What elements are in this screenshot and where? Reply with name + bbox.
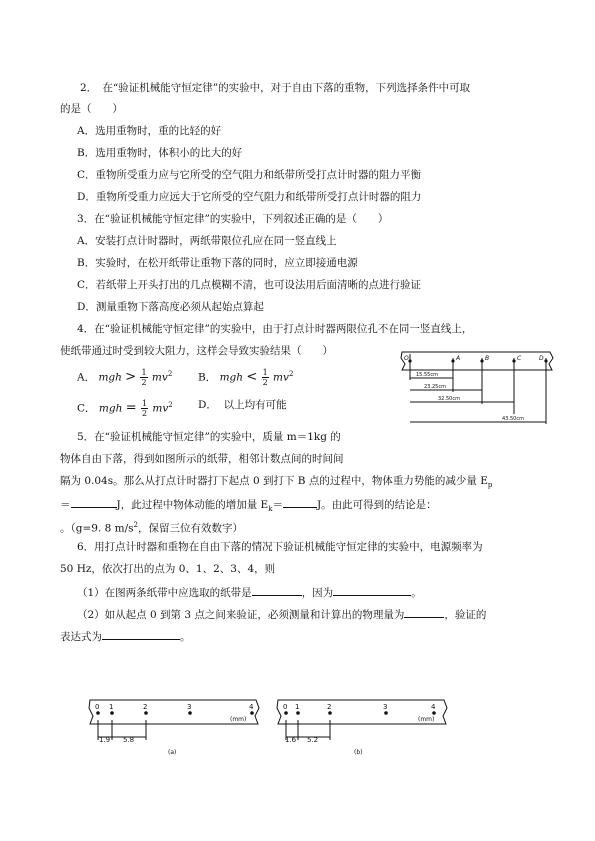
tape-dim-oa: 15.55cm (416, 372, 438, 378)
answer-blank-reason[interactable] (333, 584, 411, 596)
q2-option-a: A．选用重物时，重的比轻的好 (77, 125, 222, 137)
tape-dim-oc: 32.50cm (438, 396, 460, 402)
q3-option-d: D．测量重物下落高度必须从起始点算起 (77, 301, 264, 313)
q4-stem-line2: 使纸带通过时受到较大阻力，这样会导致实验结果（ ） (60, 345, 333, 357)
q6-line5: 表达式为 。 (60, 628, 191, 644)
fraction-half: $\frac{1}{2}$ (141, 368, 147, 387)
tape-b-label-3: 3 (383, 703, 388, 711)
tape-point-o (408, 359, 411, 362)
q3-option-a: A．安装打点计时器时，两纸带限位孔应在同一竖直线上 (77, 235, 337, 247)
tape-label-a: A (456, 355, 461, 362)
tape-point-b (480, 359, 483, 362)
q5-line1: 5．在“验证机械能守恒定律”的实验中，质量 m＝1kg 的 (77, 431, 341, 443)
tape-a-d2: 5.8 (123, 736, 135, 744)
q6-line2: 50 Hz，依次打出的点为 0、1、2、3、4，则 (60, 563, 276, 575)
fraction-half: $\frac{1}{2}$ (141, 399, 148, 418)
fraction-half: $\frac{1}{2}$ (262, 368, 268, 387)
q2-option-c: C．重物所受重力应与它所受的空气阻力和纸带所受打点计时器的阻力平衡 (77, 169, 422, 181)
q2-stem-line1: 2． 在“验证机械能守恒定律”的实验中，对于自由下落的重物，下列选择条件中可取 (80, 82, 471, 94)
tape-b-label-4: 4 (431, 703, 436, 711)
tape-label-c: C (517, 355, 522, 362)
tape-a-label-0: 0 (95, 703, 100, 711)
answer-blank-tape[interactable] (252, 584, 302, 596)
tape-point-d (544, 359, 547, 362)
tape-a-d1: 1.9 (99, 736, 111, 744)
q4-option-b: B． mgh < $\frac{1}{2}$ $mv^2$ (198, 368, 294, 387)
q5-line4: ＝ J，此过程中物体动能的增加量 $E_k= J$。由此可得到的结论是： (60, 496, 437, 516)
q4-option-d: D． 以上均有可能 (198, 399, 287, 411)
tape-label-b: B (485, 355, 490, 362)
q5-line3: 隔为 0.04s。那么从打点计时器打下起点 0 到打下 B 点的过程中，物体重力势能的减少量 $E_p$ (60, 475, 493, 490)
tape-dim-ob: 23.25cm (424, 384, 446, 390)
q3-option-c: C．若纸带上开头打出的几点模糊不清，也可设法用后面清晰的点进行验证 (77, 279, 422, 291)
q4-option-a: A． mgh > $\frac{1}{2}$ $mv^2$ (77, 368, 173, 387)
q3-stem: 3．在“验证机械能守恒定律”的实验中，下列叙述正确的是（ ） (77, 213, 389, 225)
tape-b-unit: (mm) (418, 716, 435, 723)
tape-a-caption: (a) (168, 749, 177, 756)
tape-label-d: D (539, 355, 544, 362)
tape-point-c (512, 359, 515, 362)
tape-b-label-2: 2 (327, 703, 332, 711)
q6-line3: （1）在图两条纸带中应选取的纸带是 ，因为 。 (77, 584, 422, 600)
tape-a-label-2: 2 (143, 703, 148, 711)
q4-option-c: C． mgh = $\frac{1}{2}$ $mv^2$ (77, 399, 173, 418)
answer-blank-ep[interactable] (71, 496, 117, 508)
q6-line4: （2）如从起点 0 到第 3 点之间来验证，必须测量和计算出的物理量为 ，验证的 (77, 606, 486, 622)
q5-line2: 物体自由下落，得到如图所示的纸带，相邻计数点间的时间间 (60, 453, 344, 465)
q2-option-d: D．重物所受重力应远大于它所受的空气阻力和纸带所受打点计时器的阻力 (77, 191, 422, 203)
tape-point-a (451, 359, 454, 362)
tape-label-o: O (404, 355, 409, 362)
tape-a-label-3: 3 (187, 703, 192, 711)
answer-blank-expression[interactable] (102, 628, 180, 640)
q5-tape-figure (398, 350, 558, 432)
q6-tape-figure-b (272, 696, 452, 758)
answer-blank-ek[interactable] (283, 496, 317, 508)
q5-line5: 。（g=9. 8 $m/s^2$，保留三位有效数字） (60, 521, 243, 535)
q2-stem-line2: 的是（ ） (60, 103, 123, 115)
tape-b-label-1: 1 (295, 703, 300, 711)
answer-blank-quantities[interactable] (404, 606, 444, 618)
tape-a-label-1: 1 (109, 703, 114, 711)
q2-option-b: B．选用重物时，体积小的比大的好 (77, 147, 243, 159)
q6-tape-figure-a (84, 696, 264, 758)
q3-option-b: B．实验时，在松开纸带让重物下落的同时，应立即接通电源 (77, 257, 358, 269)
tape-b-caption: (b) (354, 749, 363, 756)
tape-b-d1: 1.6 (285, 736, 297, 744)
q6-line1: 6．用打点计时器和重物在自由下落的情况下验证机械能守恒定律的实验中，电源频率为 (77, 541, 483, 553)
tape-a-label-4: 4 (249, 703, 254, 711)
q4-stem-line1: 4．在“验证机械能守恒定律”的实验中，由于打点计时器两限位孔不在同一竖直线上， (77, 323, 473, 335)
tape-dim-od: 43.50cm (502, 416, 524, 422)
tape-b-label-0: 0 (283, 703, 288, 711)
tape-a-unit: (mm) (230, 716, 247, 723)
tape-b-d2: 5.2 (307, 736, 319, 744)
